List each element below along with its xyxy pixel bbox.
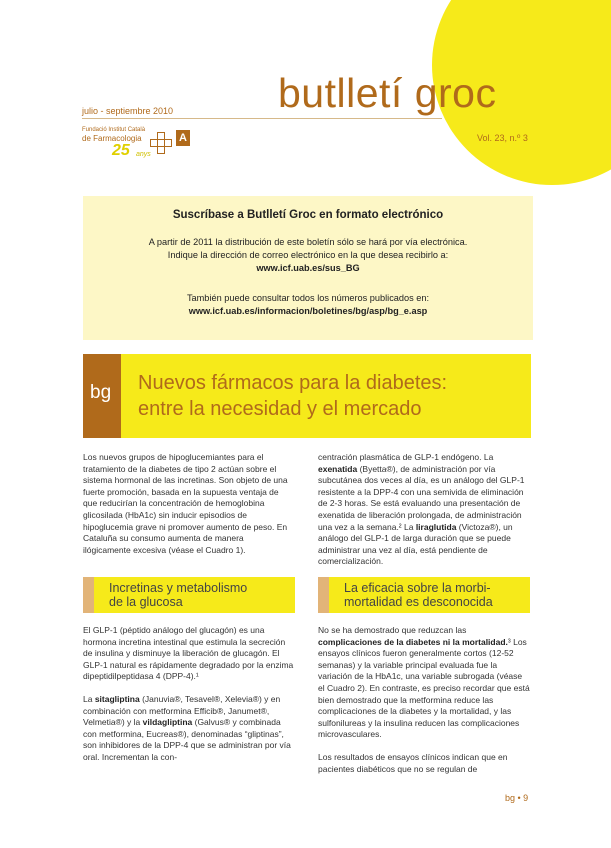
foundation-name-line1: Fundació Institut Català: [82, 127, 146, 133]
drug-name: liraglutida: [415, 521, 457, 532]
section-accent-bar: [318, 577, 329, 613]
column1-body: [83, 625, 295, 764]
intro-paragraph-continued: [318, 452, 528, 568]
text-run: centración plasmática de GLP-1 endógeno. La: [318, 452, 494, 462]
masthead-rule: [82, 118, 442, 119]
section-tag: bg: [90, 382, 112, 403]
text-run: (Byetta®), de administración por vía subcutánea dos veces al día, es un análogo del GLP-1 resistente a la DPP-4 con una semivida de eliminación de 2-3 horas. Se está evaluando una presentación de exenatida de liberación prolongada, de administración una vez a la semana.² La: [318, 463, 525, 532]
volume-number: Vol. 23, n.º 3: [477, 133, 528, 143]
intro-paragraph: Los nuevos grupos de hipoglucemiantes para el tratamiento de la diabetes de tipo 2 actúan sobre el sistema hormonal de las incretinas. Son objeto de una fuerte promoción, basada en la supuesta ventaja de que reducirían la concentración de hemoglobina glicosilada (HbA1c) sin inducir episodios de hipoglucemia grave ni promover aumento de peso. En Cataluña su consumo aumenta de manera ilógicamente excesiva (véase el Cuadro 1).: [83, 452, 288, 555]
body-paragraph: Los resultados de ensayos clínicos indican que en pacientes diabéticos que no se regulan de: [318, 751, 508, 774]
text-run: (Galvus® y combinada con metformina, Eucreas®), denominadas “gliptinas”, son inhibidores de la DPP-4 que se administran por vía oral. Incrementan la con-: [83, 717, 291, 762]
drug-name: sitagliptina: [94, 693, 140, 704]
emphasis-text: complicaciones de la diabetes ni la mortalidad.: [318, 636, 508, 647]
archive-link[interactable]: www.icf.uab.es/informacion/boletines/bg/asp/bg_e.asp: [188, 306, 428, 316]
section-accent-bar: [83, 577, 94, 613]
text-run: (Victoza®), un análogo del GLP-1 de larga duración que se puede administrar una vez al día, está pendiente de comercialización.: [318, 521, 513, 567]
archive-text: [83, 292, 533, 318]
foundation-name-line2: de Farmacologia: [82, 134, 142, 143]
body-paragraph: [83, 694, 295, 764]
subscribe-line2: Indique la dirección de correo electrónico en la que desea recibirlo a:: [167, 250, 449, 260]
archive-line: También puede consultar todos los números publicados en:: [186, 293, 430, 303]
subscribe-title: Suscríbase a Butlletí Groc en formato electrónico: [172, 209, 444, 221]
body-paragraph: El GLP-1 (péptido análogo del glucagón) es una hormona incretina intestinal que estimula la secreción de insulina y disminuye la liberación de glucagón. El GLP-1 natural es rápidamente degradado por la enzima dipeptidilpeptidasa 4 (DPP-4).¹: [83, 625, 294, 682]
text-run: La: [83, 693, 95, 704]
body-paragraph: [318, 625, 530, 741]
article-title: [138, 370, 447, 422]
section-heading-line1: La eficacia sobre la morbi-: [344, 581, 491, 595]
section-heading-incretins: [83, 577, 295, 613]
drug-name: exenatida: [318, 463, 358, 474]
cross-icon: [150, 132, 170, 152]
text-run: (Januvia®, Tesavel®, Xelevia®) y en combinación con metformina Efficib®, Janumet®, Velmetia®) y la: [83, 693, 281, 728]
drug-name: vildagliptina: [142, 717, 193, 728]
issue-date: julio - septiembre 2010: [82, 106, 174, 116]
article-title-line1: Nuevos fármacos para la diabetes:: [138, 372, 448, 394]
anniversary-number: 25: [112, 142, 130, 159]
text-run: ³ Los ensayos clínicos fueron generalmente cortos (12-52 semanas) y la variable principal evaluada fue la variación de la HbA1c, una variable subrogada (véase el Cuadro 2). En contraste, es preciso recordar que está bien demostrado que la metformina reduce las complicaciones de la diabetes y la mortalidad, y las sulfonilureas y la insulina reducen las complicaciones microvasculares.: [318, 636, 530, 740]
subscribe-link[interactable]: www.icf.uab.es/sus_BG: [256, 263, 360, 273]
text-run: No se ha demostrado que reduzcan las: [318, 625, 467, 635]
section-heading-efficacy: [318, 577, 530, 613]
section-heading-line1: Incretinas y metabolismo: [109, 581, 248, 595]
column2-body: [318, 625, 530, 775]
article-title-line2: entre la necesidad y el mercado: [138, 398, 422, 420]
subscribe-line1: A partir de 2011 la distribución de este boletín sólo se hará por vía electrónica.: [148, 237, 468, 247]
foundation-mark: A: [176, 130, 190, 146]
section-heading-line2: de la glucosa: [109, 595, 183, 609]
section-heading-text: [344, 581, 493, 609]
section-heading-line2: mortalidad es desconocida: [344, 595, 493, 609]
anniversary-word: anys: [136, 151, 151, 158]
subscribe-text: [83, 236, 533, 275]
page-number: bg • 9: [505, 793, 529, 803]
section-heading-text: [109, 581, 247, 609]
newsletter-title: butlletí groc: [278, 70, 497, 116]
subscribe-box: [83, 196, 533, 340]
